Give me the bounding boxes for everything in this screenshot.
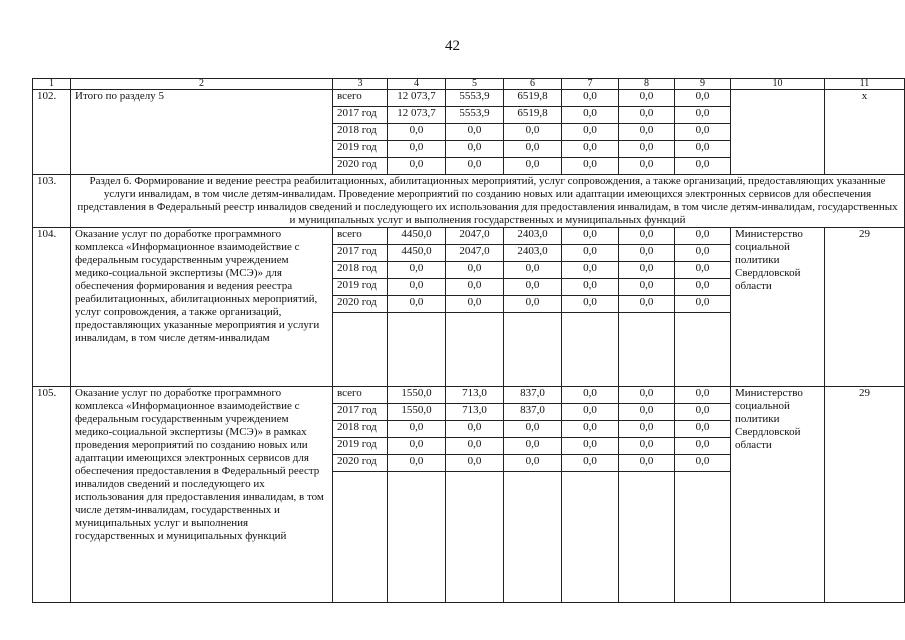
value-cell: 837,0: [504, 387, 562, 404]
value-cell: 0,0: [504, 455, 562, 472]
value-cell: 0,0: [562, 421, 619, 438]
value-cell: 0,0: [619, 438, 675, 455]
value-cell: 12 073,7: [388, 90, 446, 107]
filler-cell: [675, 472, 731, 603]
period-label: 2019 год: [333, 279, 388, 296]
value-cell: 0,0: [675, 90, 731, 107]
value-cell: 0,0: [675, 279, 731, 296]
row-name: Оказание услуг по доработке программного комплекса «Информационное взаимодействие с федеральным государственным учреждением медико-социальной экспертизы (МСЭ)» для обеспечения формирования и ведения реестра реабилитационных, абилитационных мероприятий, услуг сопровождения, а также организаций, предоставляющих указанные мероприятия и услуги инвалидам, в том числе детям-инвалидам: [71, 228, 333, 387]
value-cell: 0,0: [388, 262, 446, 279]
value-cell: 0,0: [562, 438, 619, 455]
value-cell: 713,0: [446, 387, 504, 404]
filler-cell: [388, 472, 446, 603]
header-cell: 9: [675, 79, 731, 90]
value-cell: 0,0: [619, 455, 675, 472]
value-cell: 0,0: [619, 296, 675, 313]
value-cell: 0,0: [562, 107, 619, 124]
filler-cell: [504, 472, 562, 603]
value-cell: 0,0: [504, 262, 562, 279]
value-cell: 0,0: [446, 158, 504, 175]
period-label: 2017 год: [333, 245, 388, 262]
header-cell: 5: [446, 79, 504, 90]
period-label: 2020 год: [333, 158, 388, 175]
header-cell: 7: [562, 79, 619, 90]
filler-cell: [388, 313, 446, 387]
value-cell: 0,0: [562, 245, 619, 262]
value-cell: 2403,0: [504, 245, 562, 262]
section-row: [33, 175, 905, 228]
value-cell: 0,0: [675, 438, 731, 455]
value-cell: 2403,0: [504, 228, 562, 245]
value-cell: 0,0: [675, 124, 731, 141]
filler-cell: [446, 472, 504, 603]
value-cell: 0,0: [562, 262, 619, 279]
value-cell: 0,0: [619, 245, 675, 262]
value-cell: 0,0: [388, 455, 446, 472]
row-number: 105.: [33, 387, 71, 603]
value-cell: 1550,0: [388, 404, 446, 421]
value-cell: 0,0: [504, 296, 562, 313]
value-cell: 0,0: [675, 158, 731, 175]
target-ref: 29: [825, 228, 905, 387]
value-cell: 713,0: [446, 404, 504, 421]
value-cell: 0,0: [446, 455, 504, 472]
value-cell: 0,0: [619, 421, 675, 438]
period-label: всего: [333, 90, 388, 107]
value-cell: 0,0: [504, 141, 562, 158]
value-cell: 0,0: [504, 421, 562, 438]
header-cell: 3: [333, 79, 388, 90]
filler-cell: [619, 472, 675, 603]
row-number: 104.: [33, 228, 71, 387]
value-cell: 0,0: [675, 141, 731, 158]
header-cell: 2: [71, 79, 333, 90]
header-cell: 10: [731, 79, 825, 90]
header-cell: 11: [825, 79, 905, 90]
value-cell: 0,0: [388, 158, 446, 175]
value-cell: 0,0: [675, 262, 731, 279]
target-ref: 29: [825, 387, 905, 603]
header-row: [33, 79, 905, 90]
value-cell: 0,0: [446, 141, 504, 158]
filler-cell: [675, 313, 731, 387]
value-cell: 0,0: [562, 228, 619, 245]
value-cell: 0,0: [388, 296, 446, 313]
header-cell: 6: [504, 79, 562, 90]
value-cell: 0,0: [619, 228, 675, 245]
value-cell: 0,0: [619, 279, 675, 296]
value-cell: 0,0: [446, 279, 504, 296]
period-label: 2020 год: [333, 296, 388, 313]
value-cell: 0,0: [675, 455, 731, 472]
value-cell: 0,0: [562, 90, 619, 107]
row-number: 102.: [33, 90, 71, 175]
value-cell: 0,0: [504, 158, 562, 175]
period-label: 2018 год: [333, 124, 388, 141]
value-cell: 0,0: [562, 158, 619, 175]
program-table: [32, 78, 905, 603]
value-cell: 0,0: [446, 262, 504, 279]
period-label: 2019 год: [333, 438, 388, 455]
value-cell: 6519,8: [504, 90, 562, 107]
value-cell: 4450,0: [388, 228, 446, 245]
filler-cell: [562, 313, 619, 387]
period-label: 2019 год: [333, 141, 388, 158]
value-cell: 0,0: [388, 124, 446, 141]
period-label: 2020 год: [333, 455, 388, 472]
value-cell: 0,0: [504, 438, 562, 455]
filler-cell: [619, 313, 675, 387]
period-label: 2017 год: [333, 107, 388, 124]
header-cell: 8: [619, 79, 675, 90]
value-cell: 5553,9: [446, 90, 504, 107]
executor-cell: Министерство социальной политики Свердловской области: [731, 228, 825, 387]
header-cell: 1: [33, 79, 71, 90]
target-ref: x: [825, 90, 905, 175]
value-cell: 0,0: [675, 245, 731, 262]
filler-cell: [446, 313, 504, 387]
value-cell: 0,0: [619, 404, 675, 421]
executor-cell: Министерство социальной политики Свердловской области: [731, 387, 825, 603]
section-title: Раздел 6. Формирование и ведение реестра реабилитационных, абилитационных мероприятий, услуг сопровождения, а также организаций, предоставляющих указанные услуги инвалидам, в том числе детям-инвалидам. Проведение мероприятий по созданию новых или адаптации имеющихся электронных сервисов для обеспечения представления в Федеральный реестр инвалидов сведений и последующего их использования для предоставления инвалидам, в том числе детям-инвалидам, государственных и муниципальных услуг и выполнения государственных и муниципальных функций: [71, 175, 905, 228]
page-number: 42: [445, 38, 460, 54]
value-cell: 0,0: [562, 141, 619, 158]
value-cell: 0,0: [619, 90, 675, 107]
value-cell: 0,0: [504, 279, 562, 296]
filler-cell: [504, 313, 562, 387]
value-cell: 6519,8: [504, 107, 562, 124]
period-label: 2018 год: [333, 262, 388, 279]
period-label: всего: [333, 387, 388, 404]
row-name: Итого по разделу 5: [71, 90, 333, 175]
value-cell: 0,0: [388, 421, 446, 438]
value-cell: 0,0: [562, 404, 619, 421]
value-cell: 0,0: [619, 387, 675, 404]
value-cell: 0,0: [446, 296, 504, 313]
value-cell: 2047,0: [446, 228, 504, 245]
period-label: 2018 год: [333, 421, 388, 438]
value-cell: 2047,0: [446, 245, 504, 262]
value-cell: 0,0: [562, 124, 619, 141]
row-number: 103.: [33, 175, 71, 228]
value-cell: 0,0: [562, 279, 619, 296]
value-cell: 0,0: [619, 124, 675, 141]
value-cell: 0,0: [388, 438, 446, 455]
period-label: 2017 год: [333, 404, 388, 421]
value-cell: 1550,0: [388, 387, 446, 404]
value-cell: 0,0: [446, 124, 504, 141]
table-row: [33, 387, 905, 404]
value-cell: 0,0: [388, 279, 446, 296]
value-cell: 0,0: [562, 387, 619, 404]
table-row: [33, 228, 905, 245]
value-cell: 0,0: [619, 262, 675, 279]
value-cell: 0,0: [675, 228, 731, 245]
header-cell: 4: [388, 79, 446, 90]
value-cell: 0,0: [446, 438, 504, 455]
value-cell: 12 073,7: [388, 107, 446, 124]
value-cell: 0,0: [675, 421, 731, 438]
filler-cell: [333, 472, 388, 603]
value-cell: 0,0: [619, 141, 675, 158]
value-cell: 0,0: [504, 124, 562, 141]
value-cell: 4450,0: [388, 245, 446, 262]
value-cell: 0,0: [562, 296, 619, 313]
filler-cell: [562, 472, 619, 603]
value-cell: 0,0: [619, 107, 675, 124]
period-label: всего: [333, 228, 388, 245]
value-cell: 0,0: [675, 107, 731, 124]
filler-cell: [333, 313, 388, 387]
value-cell: 0,0: [388, 141, 446, 158]
value-cell: 0,0: [675, 387, 731, 404]
value-cell: 0,0: [675, 296, 731, 313]
value-cell: 0,0: [446, 421, 504, 438]
value-cell: 0,0: [619, 158, 675, 175]
row-name: Оказание услуг по доработке программного комплекса «Информационное взаимодействие с федеральным государственным учреждением медико-социальной экспертизы (МСЭ)» в рамках проведения мероприятий по созданию новых или адаптации имеющихся электронных сервисов для обеспечения предоставления в Федеральный реестр инвалидов сведений и последующего их использования для предоставления инвалидам, в том числе детям-инвалидам, государственных и муниципальных услуг и выполнения государственных и муниципальных функций: [71, 387, 333, 603]
value-cell: 837,0: [504, 404, 562, 421]
value-cell: 0,0: [562, 455, 619, 472]
table-row: [33, 90, 905, 107]
value-cell: 0,0: [675, 404, 731, 421]
value-cell: 5553,9: [446, 107, 504, 124]
executor-cell: [731, 90, 825, 175]
